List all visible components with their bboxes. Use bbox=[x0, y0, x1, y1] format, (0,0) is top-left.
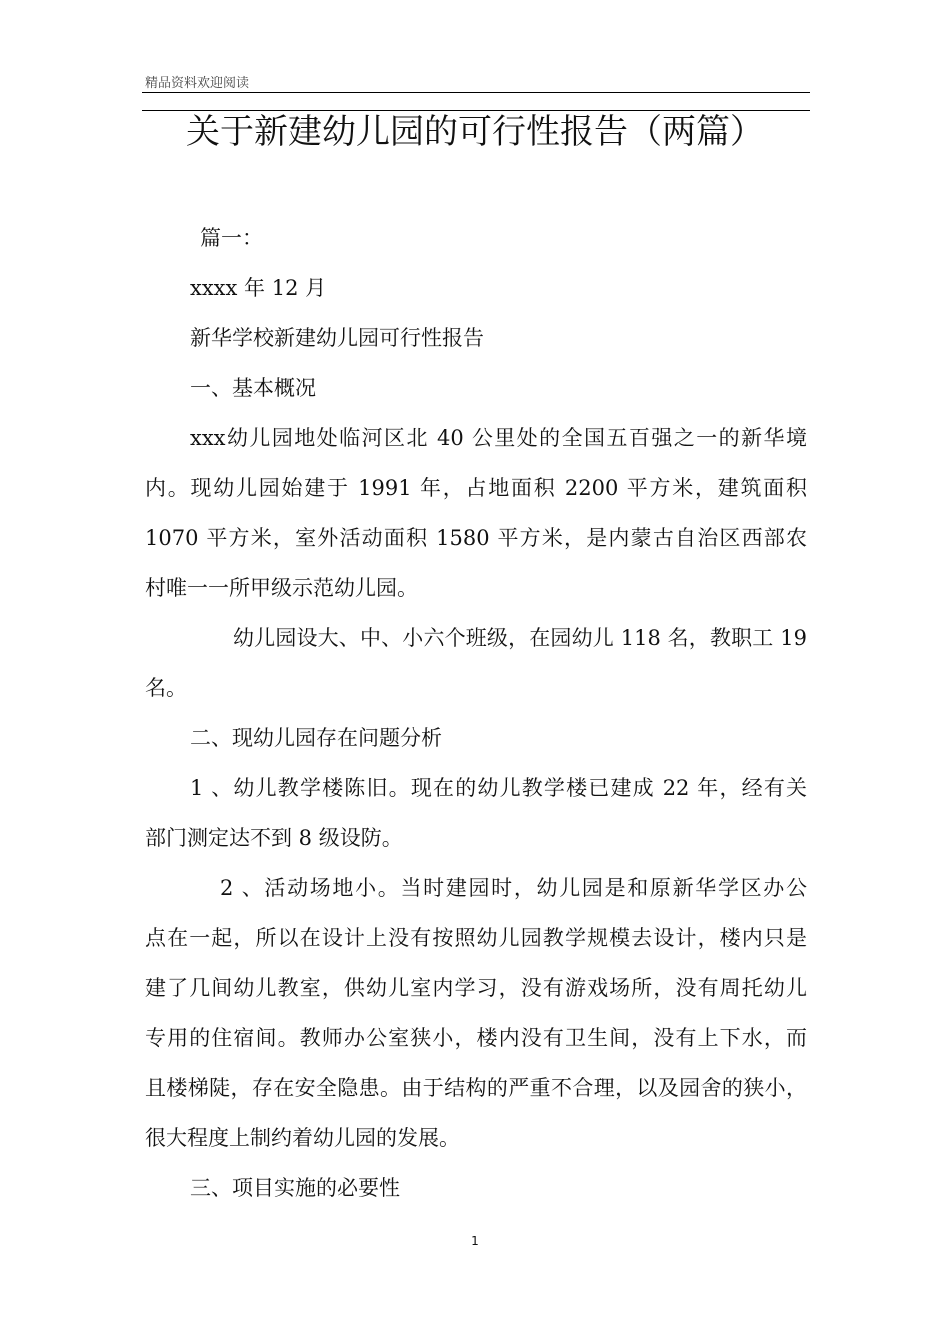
header-text: 精品资料欢迎阅读 bbox=[145, 76, 250, 91]
date-line: xxxx 年 12 月 bbox=[190, 276, 327, 300]
paragraph-line: 幼儿园设大、中、小六个班级，在园幼儿 118 名，教职工 19 bbox=[233, 626, 807, 650]
paragraph-line: 1 、幼儿教学楼陈旧。现在的幼儿教学楼已建成 22 年，经有关 bbox=[190, 776, 807, 800]
paragraph-line: 2 、活动场地小。当时建园时，幼儿园是和原新华学区办公 bbox=[220, 876, 807, 900]
paragraph-line: 内。现幼儿园始建于 1991 年，占地面积 2200 平方米，建筑面积 bbox=[145, 476, 807, 500]
paragraph-line: 且楼梯陡，存在安全隐患。由于结构的严重不合理，以及园舍的狭小， bbox=[145, 1076, 807, 1100]
heading-basic-overview: 一、基本概况 bbox=[190, 376, 316, 400]
header-rule bbox=[142, 92, 810, 93]
paragraph-line: 村唯一一所甲级示范幼儿园。 bbox=[145, 576, 418, 600]
paragraph-line: 1070 平方米，室外活动面积 1580 平方米，是内蒙古自治区西部农 bbox=[145, 526, 807, 550]
heading-problem-analysis: 二、现幼儿园存在问题分析 bbox=[190, 726, 442, 750]
heading-necessity: 三、项目实施的必要性 bbox=[190, 1176, 400, 1200]
section-label: 篇一： bbox=[200, 226, 263, 250]
document-title: 关于新建幼儿园的可行性报告（两篇） bbox=[186, 112, 764, 152]
paragraph-line: xxx幼儿园地处临河区北 40 公里处的全国五百强之一的新华境 bbox=[190, 426, 807, 450]
paragraph-line: 点在一起，所以在设计上没有按照幼儿园教学规模去设计，楼内只是 bbox=[145, 926, 807, 950]
paragraph-line: 部门测定达不到 8 级设防。 bbox=[145, 826, 403, 850]
report-title-line: 新华学校新建幼儿园可行性报告 bbox=[190, 326, 484, 350]
paragraph-line: 名。 bbox=[145, 676, 187, 700]
paragraph-line: 专用的住宿间。教师办公室狭小，楼内没有卫生间，没有上下水，而 bbox=[145, 1026, 807, 1050]
paragraph-line: 建了几间幼儿教室，供幼儿室内学习，没有游戏场所，没有周托幼儿 bbox=[145, 976, 807, 1000]
paragraph-line: 很大程度上制约着幼儿园的发展。 bbox=[145, 1126, 460, 1150]
page-number: 1 bbox=[471, 1234, 479, 1248]
